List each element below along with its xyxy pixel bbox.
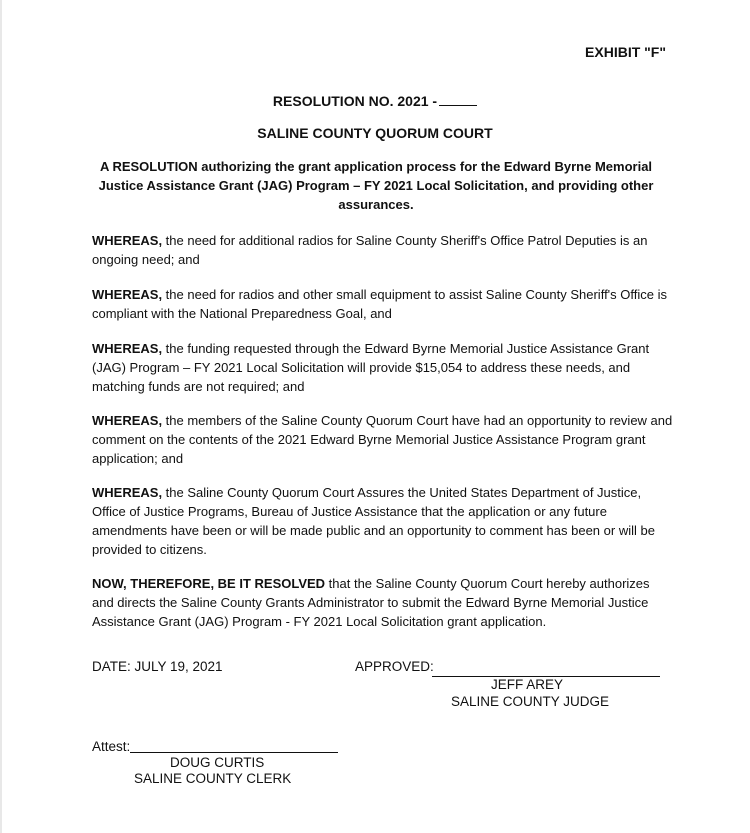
whereas-text: the need for additional radios for Saline County Sheriff's Office Patrol Deputies is an ongoing need; and [92, 233, 648, 267]
intro-lead: A RESOLUTION [99, 159, 198, 174]
whereas-text: the Saline County Quorum Court Assures the United States Department of Justice, Office of Justice Programs, Bureau of Justice Assistance that the application or any future amendments have been or will be made public and an opportunity to comment has been or will be provided to citizens. [92, 485, 655, 557]
court-name: SALINE COUNTY QUORUM COURT [257, 125, 493, 141]
resolution-number [0, 93, 750, 109]
exhibit-label: EXHIBIT "F" [585, 44, 666, 60]
whereas-clause-2 [92, 285, 674, 323]
whereas-text: the members of the Saline County Quorum Court have had an opportunity to review and comment on the contents of the 2021 Edward Byrne Memorial Justice Assistance Program grant application; and [92, 413, 673, 466]
whereas-lead: WHEREAS, [92, 485, 163, 500]
whereas-lead: WHEREAS, [92, 287, 163, 302]
whereas-lead: WHEREAS, [92, 233, 163, 248]
whereas-clause-1 [92, 231, 674, 269]
resolution-number-blank [439, 93, 477, 106]
intro-text: authorizing the grant application process for the Edward Byrne Memorial Justice Assistance Grant (JAG) Program – FY 2021 Local Solicitation, and providing other assurances. [98, 159, 654, 212]
approved-label: APPROVED: [355, 659, 434, 674]
whereas-clause-5 [92, 483, 674, 559]
attest-label: Attest: [92, 739, 131, 754]
date-label: DATE: JULY 19, 2021 [92, 659, 223, 674]
judge-title: SALINE COUNTY JUDGE [451, 694, 610, 709]
whereas-lead: WHEREAS, [92, 413, 163, 428]
whereas-lead: WHEREAS, [92, 341, 163, 356]
clerk-title: SALINE COUNTY CLERK [134, 771, 292, 786]
whereas-text: the funding requested through the Edward Byrne Memorial Justice Assistance Grant (JAG) Program – FY 2021 Local Solicitation will provide $15,054 to address these needs, and matching funds are not required; and [92, 341, 650, 394]
attest-signature-line [130, 752, 338, 753]
resolved-text: that the Saline County Quorum Court hereby authorizes and directs the Saline County Grants Administrator to submit the Edward Byrne Memorial Justice Assistance Grant (JAG) Program - FY 2021 Local Solicitation grant application. [92, 576, 650, 629]
whereas-clause-3 [92, 339, 674, 396]
resolution-number-text: RESOLUTION NO. 2021 - [272, 93, 438, 109]
clerk-name: DOUG CURTIS [170, 755, 265, 770]
whereas-text: the need for radios and other small equipment to assist Saline County Sheriff's Office is compliant with the National Preparedness Goal, and [92, 287, 667, 321]
whereas-clause-4 [92, 411, 674, 468]
resolution-intro [96, 157, 656, 214]
judge-name: JEFF AREY [491, 677, 564, 692]
resolved-clause [92, 574, 674, 631]
resolved-lead: NOW, THEREFORE, BE IT RESOLVED [92, 576, 326, 591]
